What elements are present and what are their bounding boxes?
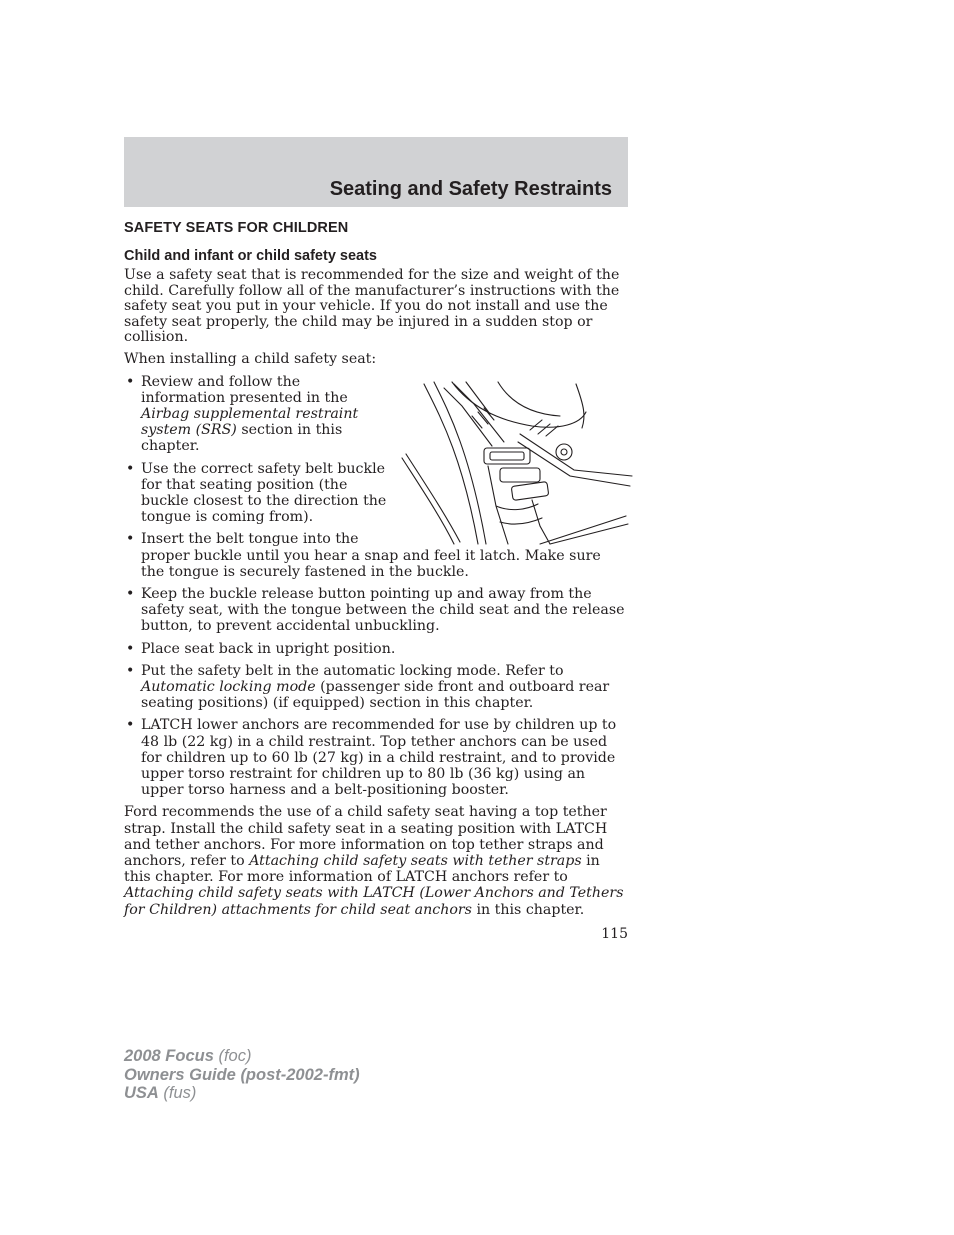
- chapter-title: Seating and Safety Restraints: [329, 178, 612, 200]
- list-item: • Use the correct safety belt buckle for that seating position (the buckle closest to the direction the tongue is coming from).: [124, 461, 628, 526]
- closing-text-1: Ford recommends the use of a child safety seat having a top tether strap. Install the child safety seat in a seating position with LATCH and tether anchors. For more information on top tether straps and anchors, refer to: [124, 804, 608, 870]
- closing-text-3: in this chapter.: [471, 901, 585, 918]
- step-1-ref: Airbag supplemental restraint system (SRS): [141, 405, 359, 439]
- closing-ref-2: Attaching child safety seats with LATCH (Lower Anchors and Tethers for Children) attachments for child seat anchors: [124, 885, 624, 918]
- document-footer: [124, 1047, 360, 1103]
- closing-paragraph: [124, 804, 628, 917]
- step-6-pre: Put the safety belt in the automatic locking mode. Refer to: [141, 662, 564, 679]
- subsection-title: Child and infant or child safety seats: [124, 248, 377, 264]
- list-item: [124, 374, 628, 455]
- footer-line-2: [124, 1066, 360, 1085]
- footer-guide: Owners Guide (post-2002-fmt): [124, 1065, 360, 1084]
- footer-market-code: (fus): [158, 1084, 197, 1102]
- footer-model: 2008 Focus: [124, 1047, 214, 1065]
- step-1-pre: Review and follow the information presented in the: [141, 373, 348, 406]
- chapter-header-band: [124, 137, 628, 207]
- step-6-post: (passenger side front and outboard rear seating positions) (if equipped) section in this chapter.: [141, 679, 610, 712]
- footer-line-1: [124, 1047, 360, 1066]
- footer-model-code: (foc): [213, 1047, 252, 1065]
- step-6-ref: Automatic locking mode: [141, 679, 316, 696]
- page-number: 115: [601, 926, 628, 942]
- list-item: • LATCH lower anchors are recommended for use by children up to 48 lb (22 kg) in a child restraint. Top tether anchors can be used for children up to 60 lb (27 kg) in a child restraint, and to provide upper torso restraint for children up to 80 lb (36 kg) using an upper torso harness and a belt-positioning booster.: [124, 717, 628, 798]
- list-item: • Insert the belt tongue into the proper buckle until you hear a snap and feel it latch. Make sure the tongue is securely fastened in the buckle.: [124, 531, 628, 580]
- list-item: • Keep the buckle release button pointing up and away from the safety seat, with the tongue between the child seat and the release button, to prevent accidental unbuckling.: [124, 586, 628, 635]
- footer-market: USA: [124, 1084, 159, 1102]
- intro-paragraph: Use a safety seat that is recommended for the size and weight of the child. Carefully follow all of the manufacturer’s instructions with the safety seat you put in your vehicle. If you do not install and use the safety seat properly, the child may be injured in a sudden stop or collision.: [124, 267, 620, 346]
- footer-line-3: [124, 1084, 360, 1103]
- installation-steps: [124, 374, 628, 799]
- page-content: [124, 220, 628, 924]
- closing-ref-1: Attaching child safety seats with tether straps: [249, 853, 582, 870]
- installing-lead: When installing a child safety seat:: [124, 350, 377, 367]
- list-item: • Place seat back in upright position.: [124, 641, 628, 657]
- closing-text-2: in this chapter. For more information of LATCH anchors refer to: [124, 853, 600, 886]
- list-item: [124, 663, 628, 712]
- step-1-post: section in this chapter.: [141, 422, 343, 455]
- section-title: SAFETY SEATS FOR CHILDREN: [124, 220, 349, 236]
